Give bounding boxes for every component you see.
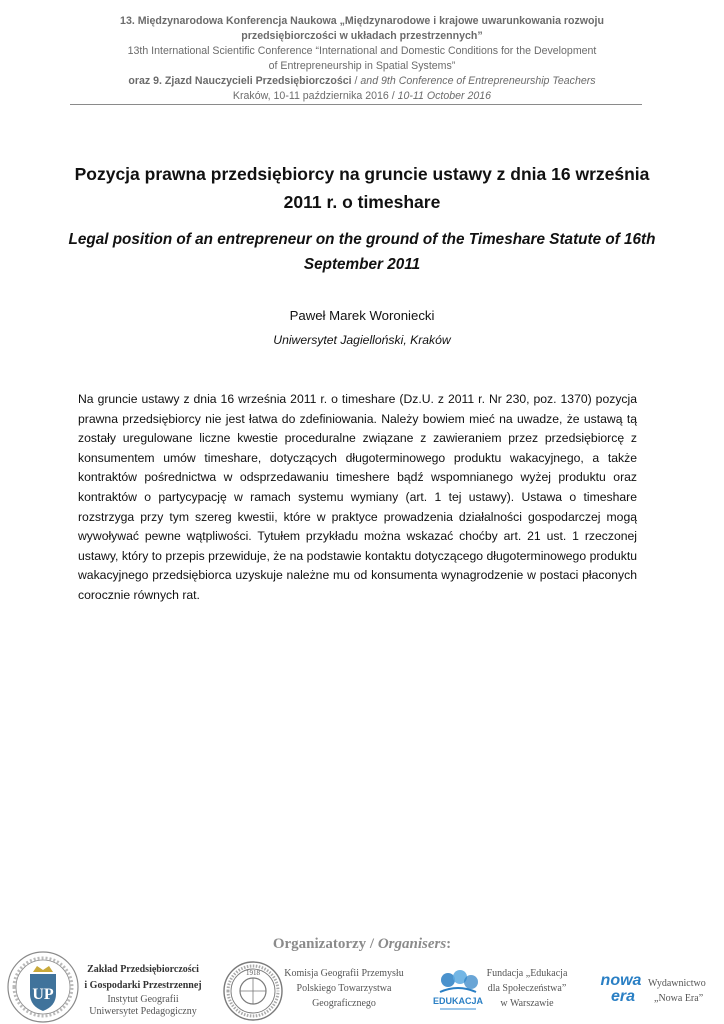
paper-title-english: Legal position of an entrepreneur on the ground of the Timeshare Statute of 16th September 2011: [68, 231, 656, 273]
org4-line-1: Wydawnictwo: [648, 978, 706, 989]
nowa-era-logo: [592, 968, 650, 1008]
organizer-nowa-era: [648, 976, 724, 1006]
org1-line-2: i Gospodarki Przestrzennej: [84, 980, 202, 991]
organizers-heading: Organizatorzy / Organisers:: [272, 936, 452, 952]
org2-line-3: Geograficznego: [312, 998, 376, 1009]
org4-line-2: „Nowa Era”: [654, 993, 704, 1004]
nowa-era-logo-line2: era: [610, 988, 636, 1005]
org3-line-2: dla Społeczeństwa”: [487, 983, 567, 994]
header-line-2: przedsiębiorczości w układach przestrzennych”: [241, 30, 483, 42]
header-line-4: of Entrepreneurship in Spatial Systems”: [268, 60, 456, 72]
author-affiliation: Uniwersytet Jagielloński, Kraków: [273, 333, 451, 347]
up-seal-text: UP: [32, 986, 54, 1003]
ptg-seal-year: 1918: [246, 969, 260, 977]
org2-line-2: Polskiego Towarzystwa: [296, 983, 392, 994]
conference-header: [70, 14, 654, 104]
nowa-era-logo-line1: nowa: [600, 972, 642, 989]
org2-line-1: Komisja Geografii Przemysłu: [284, 968, 404, 979]
paper-title-polish: Pozycja prawna przedsiębiorcy na gruncie ustawy z dnia 16 września 2011 r. o timeshare: [74, 164, 650, 212]
organizer-fundacja: [478, 966, 576, 1011]
header-line-6: Kraków, 10-11 października 2016 / 10-11 October 2016: [232, 90, 492, 102]
header-line-3: 13th International Scientific Conference “International and Domestic Conditions for the Development: [127, 45, 597, 57]
author-name: Paweł Marek Woroniecki: [289, 308, 435, 323]
ptg-seal-logo: [222, 960, 284, 1022]
org1-line-4: Uniwersytet Pedagogiczny: [89, 1006, 197, 1017]
up-seal-logo: [6, 950, 80, 1024]
abstract-paragraph: Na gruncie ustawy z dnia 16 września 2011 r. o timeshare (Dz.U. z 2011 r. Nr 230, poz. 1370) pozycja prawna przedsiębiorcy nie jest łatwa do zdefiniowania. Należy bowiem mieć na uwadze, że ustawą tą zostały uregulowane liczne kwestie proceduralne związane z zawieraniem przez przedsiębiorcę z konsumentem umów timeshare, dotyczących długoterminowego produktu wakacyjnego, a także kontraktów pośrednictwa w odsprzedawaniu timeshere bądź wspomnianego wyżej produktu oraz kontraktów o partycypację w ramach systemu wymiany (art. 1 tej ustawy). Ustawa o timeshare rozstrzyga przy tym szereg kwestii, które w praktyce prowadzenia działalności gospodarczej mogą wywoływać pewne wątpliwości. Tytułem przykładu można wskazać choćby art. 21 ust. 1 rzeczonej ustawy, który to przepis przewiduje, że na podstawie kontaktu dotyczącego długoterminowego produktu wakacyjnego przedsiębiorca uzyskuje należne mu od konsumenta wynagrodzenie w postaci płaconych corocznie równych rat.: [78, 392, 637, 602]
organizer-zaklad: [80, 962, 206, 1018]
org1-line-3: Instytut Geografii: [107, 994, 179, 1005]
org3-line-1: Fundacja „Edukacja: [486, 968, 568, 979]
organizer-komisja: [282, 966, 406, 1011]
header-line-5: oraz 9. Zjazd Nauczycieli Przedsiębiorczości / and 9th Conference of Entrepreneurship Teachers: [128, 75, 596, 87]
org3-line-3: w Warszawie: [500, 998, 554, 1009]
org1-line-1: Zakład Przedsiębiorczości: [87, 964, 199, 975]
edukacja-logo-text: EDUKACJA: [432, 996, 484, 1006]
header-divider: [70, 104, 642, 105]
header-line-1: 13. Międzynarodowa Konferencja Naukowa „Międzynarodowe i krajowe uwarunkowania rozwoju: [120, 15, 604, 27]
